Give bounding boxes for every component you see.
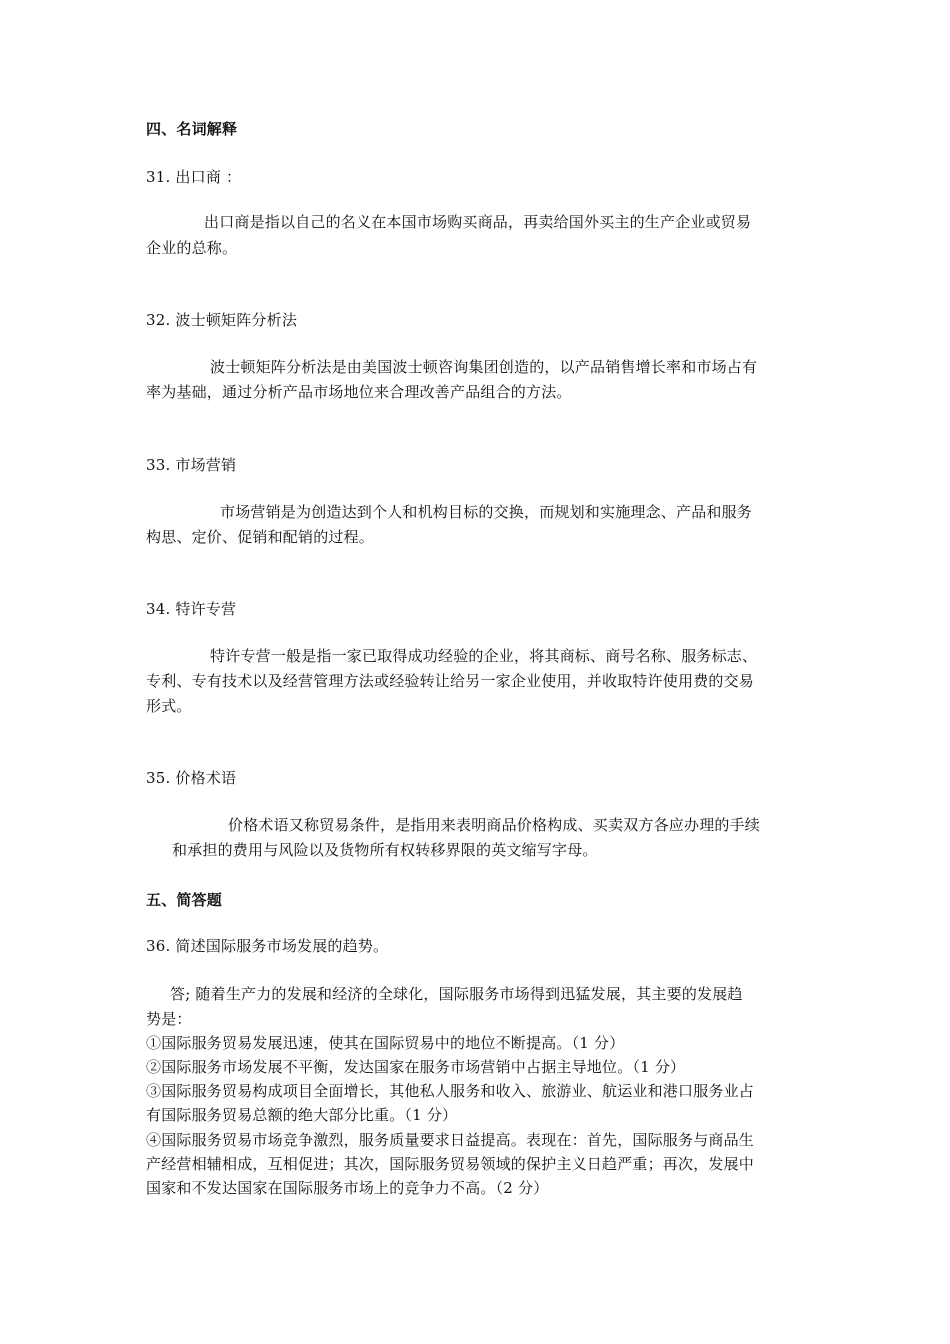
section-four-heading: 四、名词解释 xyxy=(146,120,238,138)
term-35-definition-line-1: 价格术语又称贸易条件，是指用来表明商品价格构成、买卖双方各应办理的手续 xyxy=(228,816,761,834)
term-31-label: 31. 出口商 ： xyxy=(146,168,242,186)
term-33-definition-line-1: 市场营销是为创造达到个人和机构目标的交换，而规划和实施理念、产品和服务 xyxy=(220,503,753,521)
answer-line-3: ①国际服务贸易发展迅速，使其在国际贸易中的地位不断提高。（1 分） xyxy=(146,1034,625,1052)
term-34-definition-line-2: 专利、专有技术以及经营管理方法或经验转让给另一家企业使用，并收取特许使用费的交易 xyxy=(146,672,755,690)
term-34-definition-line-1: 特许专营一般是指一家已取得成功经验的企业，将其商标、商号名称、服务标志、 xyxy=(210,647,758,665)
answer-line-5: ③国际服务贸易构成项目全面增长，其他私人服务和收入、旅游业、航运业和港口服务业占 xyxy=(146,1082,755,1100)
answer-line-2: 势是： xyxy=(146,1010,192,1028)
answer-line-8: 产经营相辅相成，互相促进；其次，国际服务贸易领域的保护主义日趋严重；再次，发展中 xyxy=(146,1155,755,1173)
term-32-definition-line-2: 率为基础，通过分析产品市场地位来合理改善产品组合的方法。 xyxy=(146,383,572,401)
term-32-label: 32. 波士顿矩阵分析法 xyxy=(146,311,298,329)
term-31-definition-line-1: 出口商是指以自己的名义在本国市场购买商品，再卖给国外买主的生产企业或贸易 xyxy=(204,213,752,231)
answer-line-6: 有国际服务贸易总额的绝大部分比重。（1 分） xyxy=(146,1106,458,1124)
term-32-definition-line-1: 波士顿矩阵分析法是由美国波士顿咨询集团创造的，以产品销售增长率和市场占有 xyxy=(210,358,758,376)
answer-line-1: 答; 随着生产力的发展和经济的全球化，国际服务市场得到迅猛发展，其主要的发展趋 xyxy=(170,985,743,1003)
answer-line-4: ②国际服务市场发展不平衡，发达国家在服务市场营销中占据主导地位。（1 分） xyxy=(146,1058,686,1076)
term-33-definition-line-2: 构思、定价、促销和配销的过程。 xyxy=(146,528,375,546)
term-33-label: 33. 市场营销 xyxy=(146,456,237,474)
section-five-heading: 五、简答题 xyxy=(146,891,223,909)
answer-line-7: ④国际服务贸易市场竞争激烈，服务质量要求日益提高。表现在：首先，国际服务与商品生 xyxy=(146,1131,755,1149)
term-34-label: 34. 特许专营 xyxy=(146,600,237,618)
term-35-label: 35. 价格术语 xyxy=(146,769,237,787)
term-35-definition-line-2: 和承担的费用与风险以及货物所有权转移界限的英文缩写字母。 xyxy=(172,841,598,859)
term-31-definition-line-2: 企业的总称。 xyxy=(146,239,238,257)
question-36-label: 36. 简述国际服务市场发展的趋势。 xyxy=(146,937,389,955)
answer-line-9: 国家和不发达国家在国际服务市场上的竞争力不高。（2 分） xyxy=(146,1179,549,1197)
term-34-definition-line-3: 形式。 xyxy=(146,697,192,715)
